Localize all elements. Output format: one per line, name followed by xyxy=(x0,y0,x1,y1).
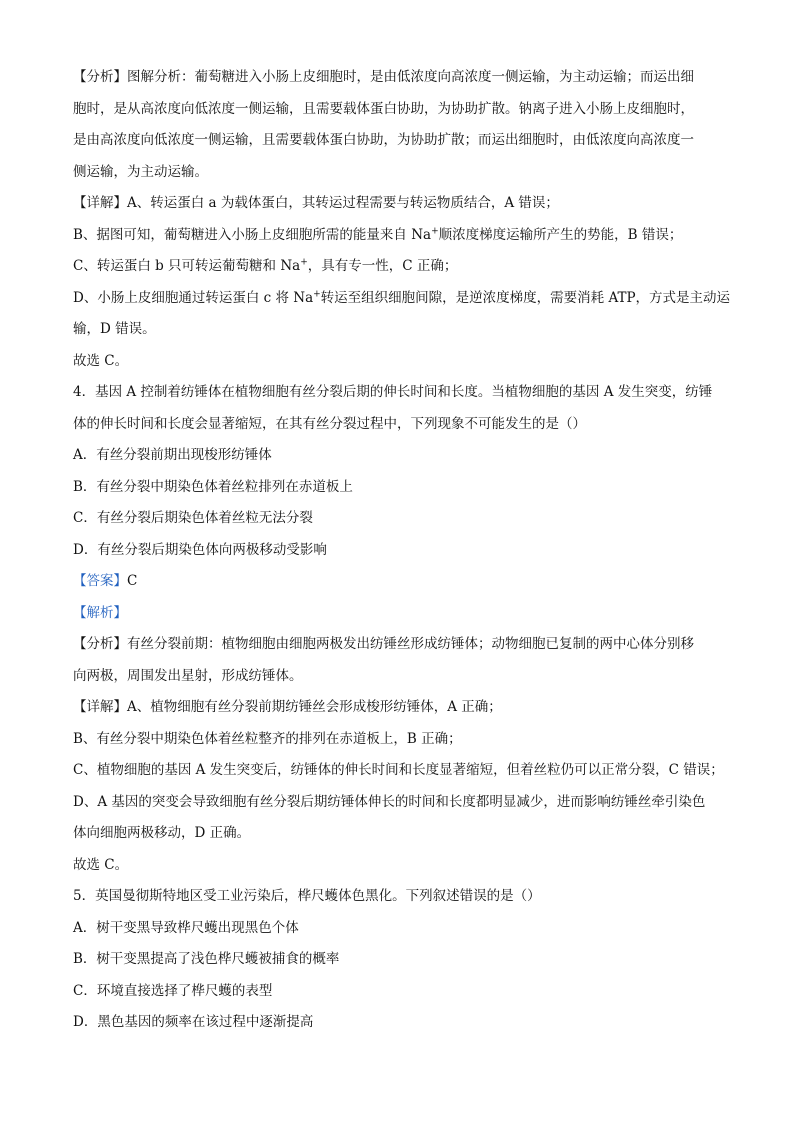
question-4-option-b xyxy=(73,472,723,504)
text-l1: 【分析】图解分析：葡萄糖进入小肠上皮细胞时，是由低浓度向高浓度一侧运输，为主动运输；而运出细 xyxy=(73,69,694,85)
q4-analysis-line-2 xyxy=(73,661,723,693)
question-4-option-c xyxy=(73,503,723,535)
question-4-stem-line-2 xyxy=(73,409,723,441)
text-l3: 是由高浓度向低浓度一侧运输，且需要载体蛋白协助，为协助扩散；而运出细胞时，由低浓度向高浓度一 xyxy=(73,132,694,148)
text-l4: 侧运输，为主动运输。 xyxy=(73,163,208,180)
question-4-stem-line-1 xyxy=(73,377,723,409)
text-l6a: B、据图可知，葡萄糖进入小肠上皮细胞所需的能量来自 Na xyxy=(73,226,432,243)
text-l31: D．黑色基因的频率在该过程中逐渐提高 xyxy=(73,1014,314,1030)
question-5-option-a xyxy=(73,913,723,945)
explanation-heading xyxy=(73,598,723,630)
text-l8a: D、小肠上皮细胞通过转运蛋白 c 将 Na xyxy=(73,289,314,306)
detail-line-b xyxy=(73,220,723,252)
superscript-plus: + xyxy=(313,289,321,299)
text-l25: 体向细胞两极移动，D 正确。 xyxy=(73,825,251,841)
text-l12: 体的伸长时间和长度会显著缩短，在其有丝分裂过程中，下列现象不可能发生的是（） xyxy=(73,415,586,432)
superscript-plus: + xyxy=(300,257,308,268)
q4-detail-b xyxy=(73,724,723,756)
question-5-option-b xyxy=(73,944,723,976)
text-l13: A．有丝分裂前期出现梭形纺锤体 xyxy=(73,447,272,463)
text-l7a: C、转运蛋白 b 只可转运葡萄糖和 Na xyxy=(73,258,301,274)
text-l16: D．有丝分裂后期染色体向两极移动受影响 xyxy=(73,541,327,558)
analysis-paragraph-line-4 xyxy=(73,157,723,189)
explanation-label: 【解析】 xyxy=(73,604,127,621)
text-l26: 故选 C。 xyxy=(73,856,129,873)
text-l2: 胞时，是从高浓度向低浓度一侧运输，且需要载体蛋白协助，为协助扩散。钠离子进入小肠上皮细胞时， xyxy=(73,100,694,117)
text-l10: 故选 C。 xyxy=(73,352,129,369)
text-l9: 输，D 错误。 xyxy=(73,321,156,337)
text-l28: A．树干变黑导致桦尺蠖出现黑色个体 xyxy=(73,919,299,936)
q4-detail-d xyxy=(73,787,723,819)
question-4-option-a xyxy=(73,440,723,472)
answer-line xyxy=(73,566,723,598)
answer-label: 【答案】 xyxy=(73,573,127,589)
detail-line-a xyxy=(73,188,723,220)
text-l24: D、A 基因的突变会导致细胞有丝分裂后期纺锤体伸长的时间和长度都明显减少，进而影响纺锤丝牵引染色 xyxy=(73,793,706,810)
detail-line-d-cont xyxy=(73,314,723,346)
text-l21: 【详解】A、植物细胞有丝分裂前期纺锤丝会形成梭形纺锤体，A 正确； xyxy=(73,699,502,715)
analysis-paragraph-line-3 xyxy=(73,125,723,157)
text-l15: C．有丝分裂后期染色体着丝粒无法分裂 xyxy=(73,510,313,526)
text-l30: C．环境直接选择了桦尺蠖的表型 xyxy=(73,982,273,999)
detail-line-d xyxy=(73,283,731,315)
text-l29: B．树干变黑提高了浅色桦尺蠖被捕食的概率 xyxy=(73,951,340,967)
document-page xyxy=(73,62,731,1039)
text-l5: 【详解】A、转运蛋白 a 为载体蛋白，其转运过程需要与转运物质结合，A 错误； xyxy=(73,195,559,211)
question-5-option-c xyxy=(73,976,723,1008)
question-4-option-d xyxy=(73,535,723,567)
superscript-plus: + xyxy=(431,226,439,236)
analysis-paragraph-line-1 xyxy=(73,62,723,94)
analysis-paragraph-line-2 xyxy=(73,94,723,126)
text-l8c: 转运至组织细胞间隙，是逆浓度梯度，需要消耗 ATP，方式是主动运 xyxy=(320,289,731,306)
q4-detail-c xyxy=(73,755,723,787)
q4-analysis-line-1 xyxy=(73,629,723,661)
question-5-stem xyxy=(73,881,723,913)
q4-detail-a xyxy=(73,692,723,724)
question-5-option-d xyxy=(73,1007,723,1039)
text-l27: 5．英国曼彻斯特地区受工业污染后，桦尺蠖体色黑化。下列叙述错误的是（） xyxy=(73,888,541,904)
text-l6c: 顺浓度梯度运输所产生的势能，B 错误； xyxy=(438,226,683,243)
q4-choose-answer xyxy=(73,850,723,882)
text-l22: B、有丝分裂中期染色体着丝粒整齐的排列在赤道板上，B 正确； xyxy=(73,730,462,747)
detail-line-c xyxy=(73,251,723,283)
text-l11: 4．基因 A 控制着纺锤体在植物细胞有丝分裂后期的伸长时间和长度。当植物细胞的基因 A 发生突变，纺锤 xyxy=(73,384,713,400)
text-l23: C、植物细胞的基因 A 发生突变后，纺锤体的伸长时间和长度显著缩短，但着丝粒仍可以正常分裂，C 错误； xyxy=(73,762,724,778)
choose-answer-line xyxy=(73,346,723,378)
text-l20: 向两极，周围发出星射，形成纺锤体。 xyxy=(73,667,303,684)
text-l7c: ，具有专一性，C 正确； xyxy=(307,258,458,274)
answer-value: C xyxy=(127,573,138,589)
q4-detail-d-cont xyxy=(73,818,723,850)
text-l14: B．有丝分裂中期染色体着丝粒排列在赤道板上 xyxy=(73,478,353,495)
text-l19: 【分析】有丝分裂前期：植物细胞由细胞两极发出纺锤丝形成纺锤体；动物细胞已复制的两中心体分别移 xyxy=(73,636,694,652)
